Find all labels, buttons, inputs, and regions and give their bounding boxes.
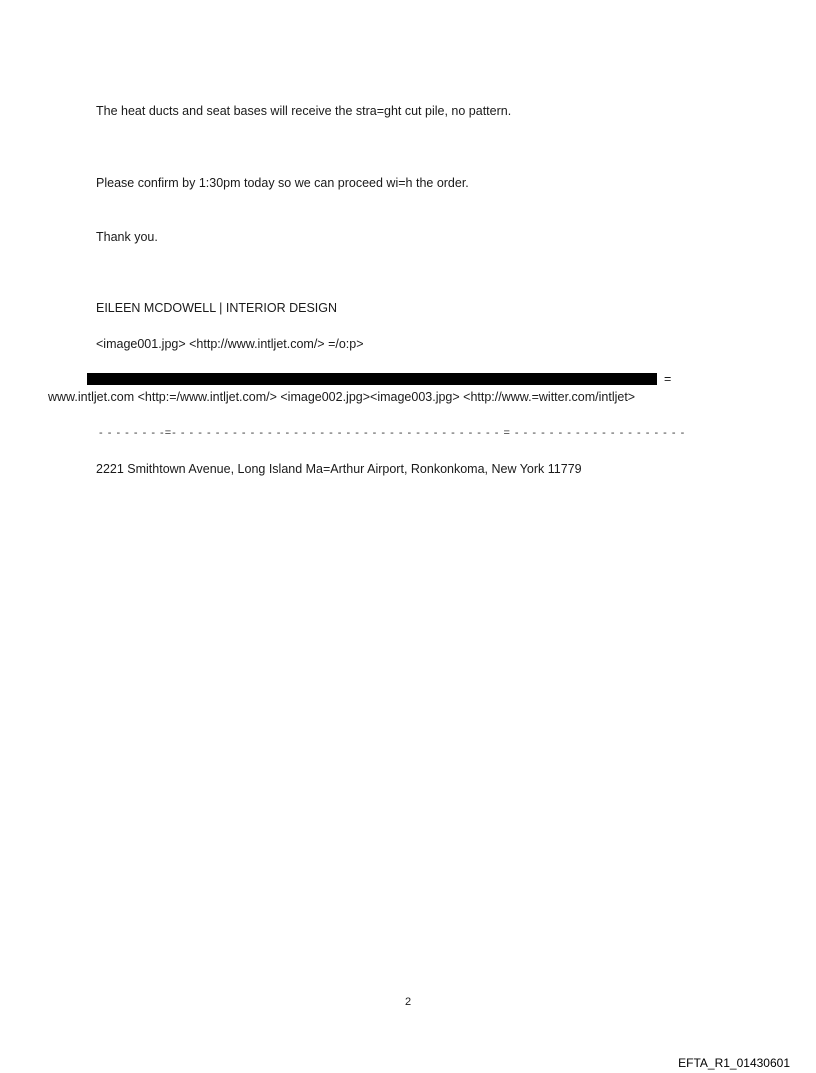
body-line-confirm: Please confirm by 1:30pm today so we can proceed wi=h the order.	[96, 176, 469, 190]
body-line-thanks: Thank you.	[96, 230, 158, 244]
redacted-line-tail: =	[664, 372, 672, 386]
separator-line: - - - - - - - -=- - - - - - - - - - - - - - - - - - - - - - - - - - - - - - - - - - - - - - = - - - - - - - - - - - - - - - - - - - -	[99, 427, 686, 439]
document-id: EFTA_R1_01430601	[678, 1056, 790, 1070]
urls-line: www.intljet.com <http:=/www.intljet.com/> <image002.jpg><image003.jpg> <http://www.=witter.com/intljet>	[48, 390, 636, 404]
body-line-heat-ducts: The heat ducts and seat bases will receive the stra=ght cut pile, no pattern.	[96, 104, 512, 118]
image-link-line: <image001.jpg> <http://www.intljet.com/> =/o:p>	[96, 337, 364, 351]
page-number: 2	[404, 996, 412, 1008]
redaction-bar	[87, 373, 657, 385]
address-line: 2221 Smithtown Avenue, Long Island Ma=Arthur Airport, Ronkonkoma, New York 11779	[96, 462, 582, 476]
signature-name: EILEEN MCDOWELL | INTERIOR DESIGN	[96, 301, 338, 315]
